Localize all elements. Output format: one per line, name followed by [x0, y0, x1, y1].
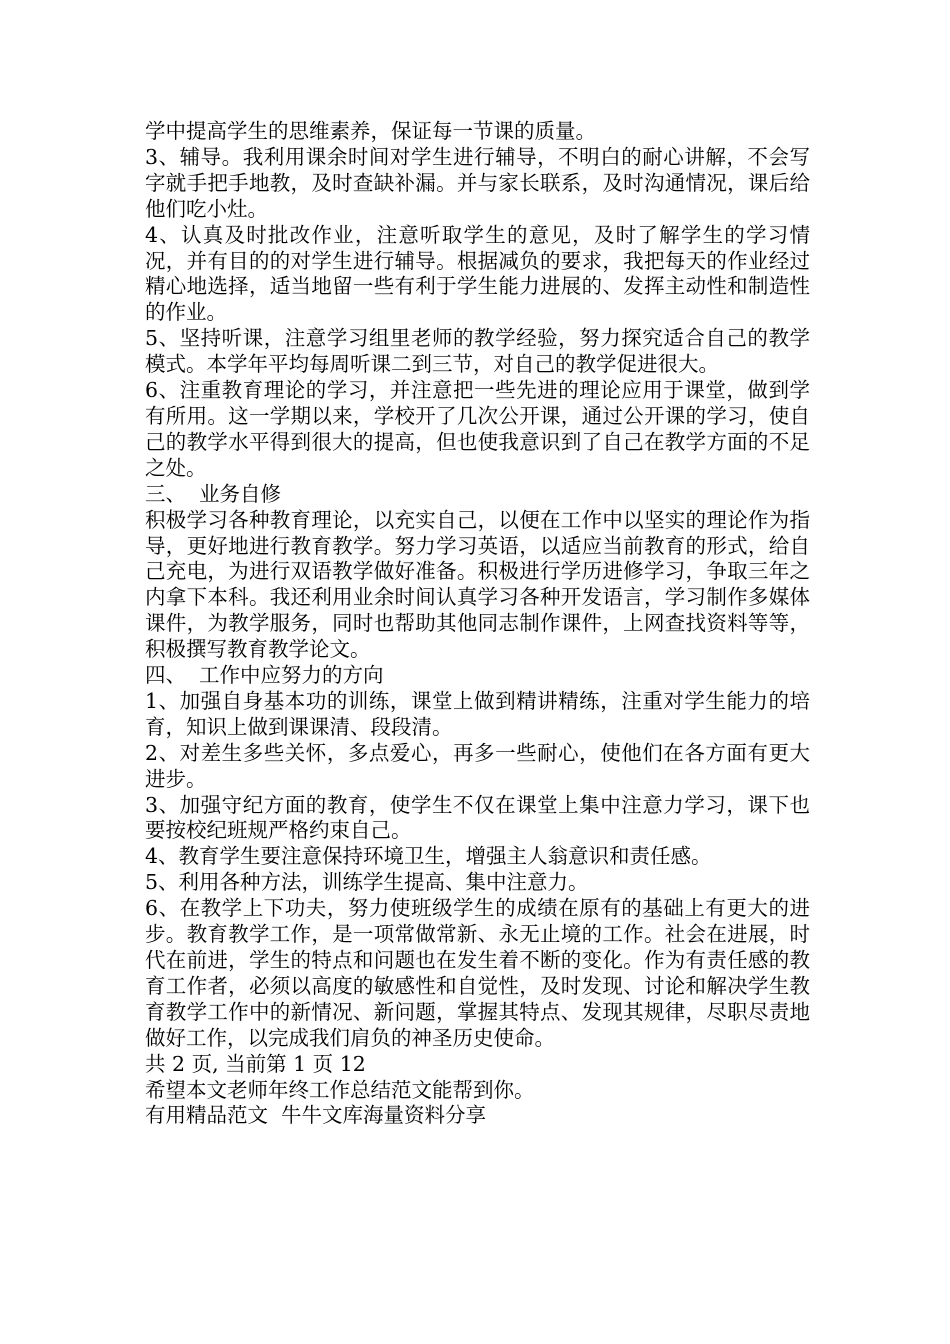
- document-page: [145, 119, 810, 1129]
- paragraph-tutoring: 3、辅导。我利用课余时间对学生进行辅导，不明白的耐心讲解，不会写字就手把手地教，及时查缺补漏。并与家长联系，及时沟通情况，课后给他们吃小灶。: [145, 144, 810, 221]
- paragraph-self-study: 积极学习各种教育理论，以充实自己，以便在工作中以坚实的理论作为指导，更好地进行教育教学。努力学习英语，以适应当前教育的形式，给自己充电，为进行双语教学做好准备。积极进行学历进修学习，争取三年之内拿下本科。我还利用业余时间认真学习各种开发语言，学习制作多媒体课件，为教学服务，同时也帮助其他同志制作课件，上网查找资料等等，积极撰写教育教学论文。: [145, 507, 810, 662]
- list-item-improvement-3: 3、加强守纪方面的教育，使学生不仅在课堂上集中注意力学习，课下也要按校纪班规严格约束自己。: [145, 792, 810, 843]
- paragraph-theory-study: 6、注重教育理论的学习，并注意把一些先进的理论应用于课堂，做到学有所用。这一学期以来，学校开了几次公开课，通过公开课的学习，使自己的教学水平得到很大的提高，但也使我意识到了自己在教学方面的不足之处。: [145, 378, 810, 480]
- list-item-improvement-2: 2、对差生多些关怀，多点爱心，再多一些耐心，使他们在各方面有更大进步。: [145, 740, 810, 791]
- page-info: 共 2 页, 当前第 1 页 12: [145, 1051, 366, 1076]
- list-item-improvement-6: 6、在教学上下功夫，努力使班级学生的成绩在原有的基础上有更大的进步。教育教学工作，是一项常做常新、永无止境的工作。社会在进展，时代在前进，学生的特点和问题也在发生着不断的变化。作为有责任感的教育工作者，必须以高度的敏感性和自觉性，及时发现、讨论和解决学生教育教学工作中的新情况、新问题，掌握其特点、发现其规律，尽职尽责地做好工作，以完成我们肩负的神圣历史使命。: [145, 896, 810, 1050]
- paragraph-intro: 学中提高学生的思维素养，保证每一节课的质量。: [145, 119, 596, 143]
- source-note: 有用精品范文 牛牛文库海量资料分享: [145, 1103, 487, 1128]
- section-heading-self-study: 三、 业务自修: [145, 481, 282, 506]
- closing-line: 希望本文老师年终工作总结范文能帮到你。: [145, 1077, 535, 1102]
- list-item-improvement-1: 1、加强自身基本功的训练，课堂上做到精讲精练，注重对学生能力的培育，知识上做到课课清、段段清。: [145, 688, 810, 739]
- paragraph-homework: 4、认真及时批改作业，注意听取学生的意见，及时了解学生的学习情况，并有目的的对学生进行辅导。根据减负的要求，我把每天的作业经过精心地选择，适当地留一些有利于学生能力进展的、发挥主动性和制造性的作业。: [145, 222, 810, 325]
- section-heading-improvement: 四、 工作中应努力的方向: [145, 663, 384, 688]
- paragraph-lesson-observation: 5、坚持听课，注意学习组里老师的教学经验，努力探究适合自己的教学模式。本学年平均每周听课二到三节，对自己的教学促进很大。: [145, 326, 810, 377]
- list-item-improvement-5: 5、利用各种方法，训练学生提高、集中注意力。: [145, 870, 589, 895]
- list-item-improvement-4: 4、教育学生要注意保持环境卫生，增强主人翁意识和责任感。: [145, 844, 712, 869]
